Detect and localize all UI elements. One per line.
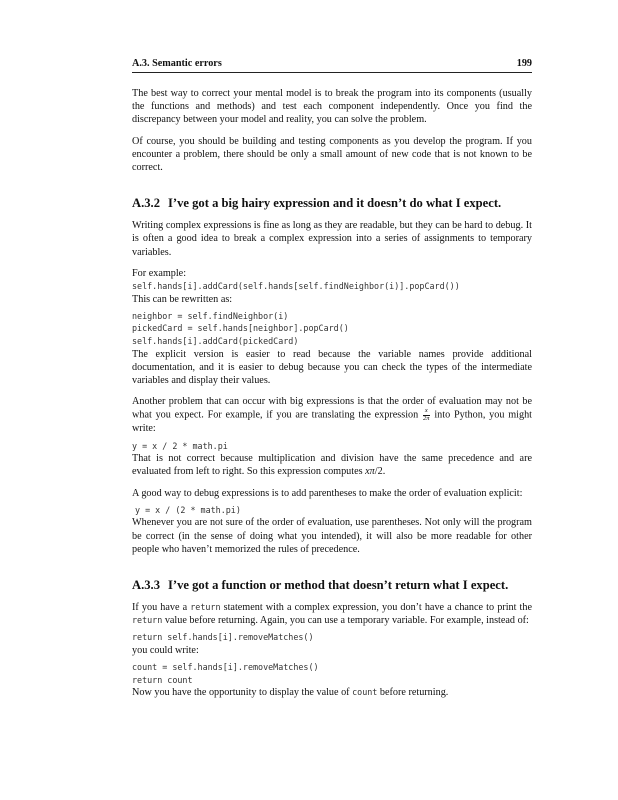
section-title: I’ve got a function or method that doesn’t return what I expect. <box>168 578 509 593</box>
code-block-nested-call: self.hands[i].addCard(self.hands[self.findNeighbor(i)].popCard()) <box>132 281 460 292</box>
text-run: before returning. <box>377 687 449 699</box>
text-run: Another problem that can occur with big expressions is that the order of evaluation may not be what you expect. For example, if you are translating the expression <box>132 396 532 421</box>
paragraph-use-parentheses: Whenever you are not sure of the order of evaluation, use parentheses. Not only will the program be correct (in the sense of doing what you intended), it will also be more readable for other people who haven’t memorized the rules of precedence. <box>132 517 532 555</box>
fraction-expression <box>423 408 430 422</box>
text-run: statement with a complex expression, you don’t have a chance to print the <box>220 602 532 614</box>
text-run: value before returning. Again, you can use a temporary variable. For example, instead of: <box>162 615 529 627</box>
inline-code-return: return <box>132 615 163 626</box>
text-run: That is not correct because multiplication and division have the same precedence and are evaluated from left to right. So this expression computes <box>132 453 532 478</box>
inline-code-count: count <box>352 687 378 698</box>
paragraph-order-of-evaluation <box>132 395 532 435</box>
paragraph-return-statement <box>132 601 532 627</box>
text-run: into Python, you might write: <box>132 409 532 435</box>
intro-paragraph-1: The best way to correct your mental model is to break the program into its components (usually the functions and methods) and test each component independently. Once you find the discrepancy between your model and reality, you can solve the problem. <box>132 88 532 126</box>
code-block-wrong-expression: y = x / 2 * math.pi <box>132 440 228 451</box>
text-run: Now you have the opportunity to display the value of <box>132 687 353 699</box>
section-title: I’ve got a big hairy expression and it doesn’t do what I expect. <box>168 196 502 211</box>
fraction-denominator: 2π <box>423 414 430 422</box>
paragraph-add-parentheses: A good way to debug expressions is to add parentheses to make the order of evaluation explicit: <box>132 487 523 499</box>
code-block-return-direct: return self.hands[i].removeMatches() <box>132 632 314 643</box>
section-number: A.3.2 <box>132 196 160 211</box>
section-heading-label: A.3. Semantic errors <box>132 58 222 69</box>
paragraph-explicit-version: The explicit version is easier to read because the variable names provide additional documentation, and it is easier to debug because you can check the types of the intermediate variables and display their values. <box>132 348 532 387</box>
paragraph-not-correct <box>132 452 532 478</box>
fraction-numerator: x <box>424 407 428 415</box>
paragraph-display-value <box>132 686 532 699</box>
code-block-temporaries: neighbor = self.findNeighbor(i) pickedCard = self.hands[neighbor].popCard() self.hands[i].addCard(pickedCard) <box>132 310 349 347</box>
code-block-return-temp: count = self.hands[i].removeMatches() return count <box>132 662 319 685</box>
inline-code-return: return <box>190 602 221 613</box>
code-block-parenthesized: y = x / (2 * math.pi) <box>135 504 241 515</box>
intro-paragraph-2: Of course, you should be building and testing components as you develop the program. If you encounter a problem, there should be only a small amount of new code that is not known to be correct. <box>132 135 532 174</box>
text-run: /2. <box>374 466 386 478</box>
section-number: A.3.3 <box>132 578 160 593</box>
section-heading-a32 <box>132 196 532 211</box>
running-header <box>132 58 532 73</box>
book-page <box>132 58 532 700</box>
paragraph-for-example: For example: <box>132 267 187 279</box>
paragraph-rewritten: This can be rewritten as: <box>132 293 233 305</box>
paragraph-you-could-write: you could write: <box>132 645 199 657</box>
section-heading-a33 <box>132 578 532 593</box>
page-number: 199 <box>516 58 532 69</box>
paragraph-complex-expressions: Writing complex expressions is fine as long as they are readable, but they can be hard to debug. It is often a good idea to break a complex expression into a series of assignments to temporary variables. <box>132 220 532 258</box>
text-run: If you have a <box>132 602 191 614</box>
math-expression: xπ <box>365 466 375 478</box>
